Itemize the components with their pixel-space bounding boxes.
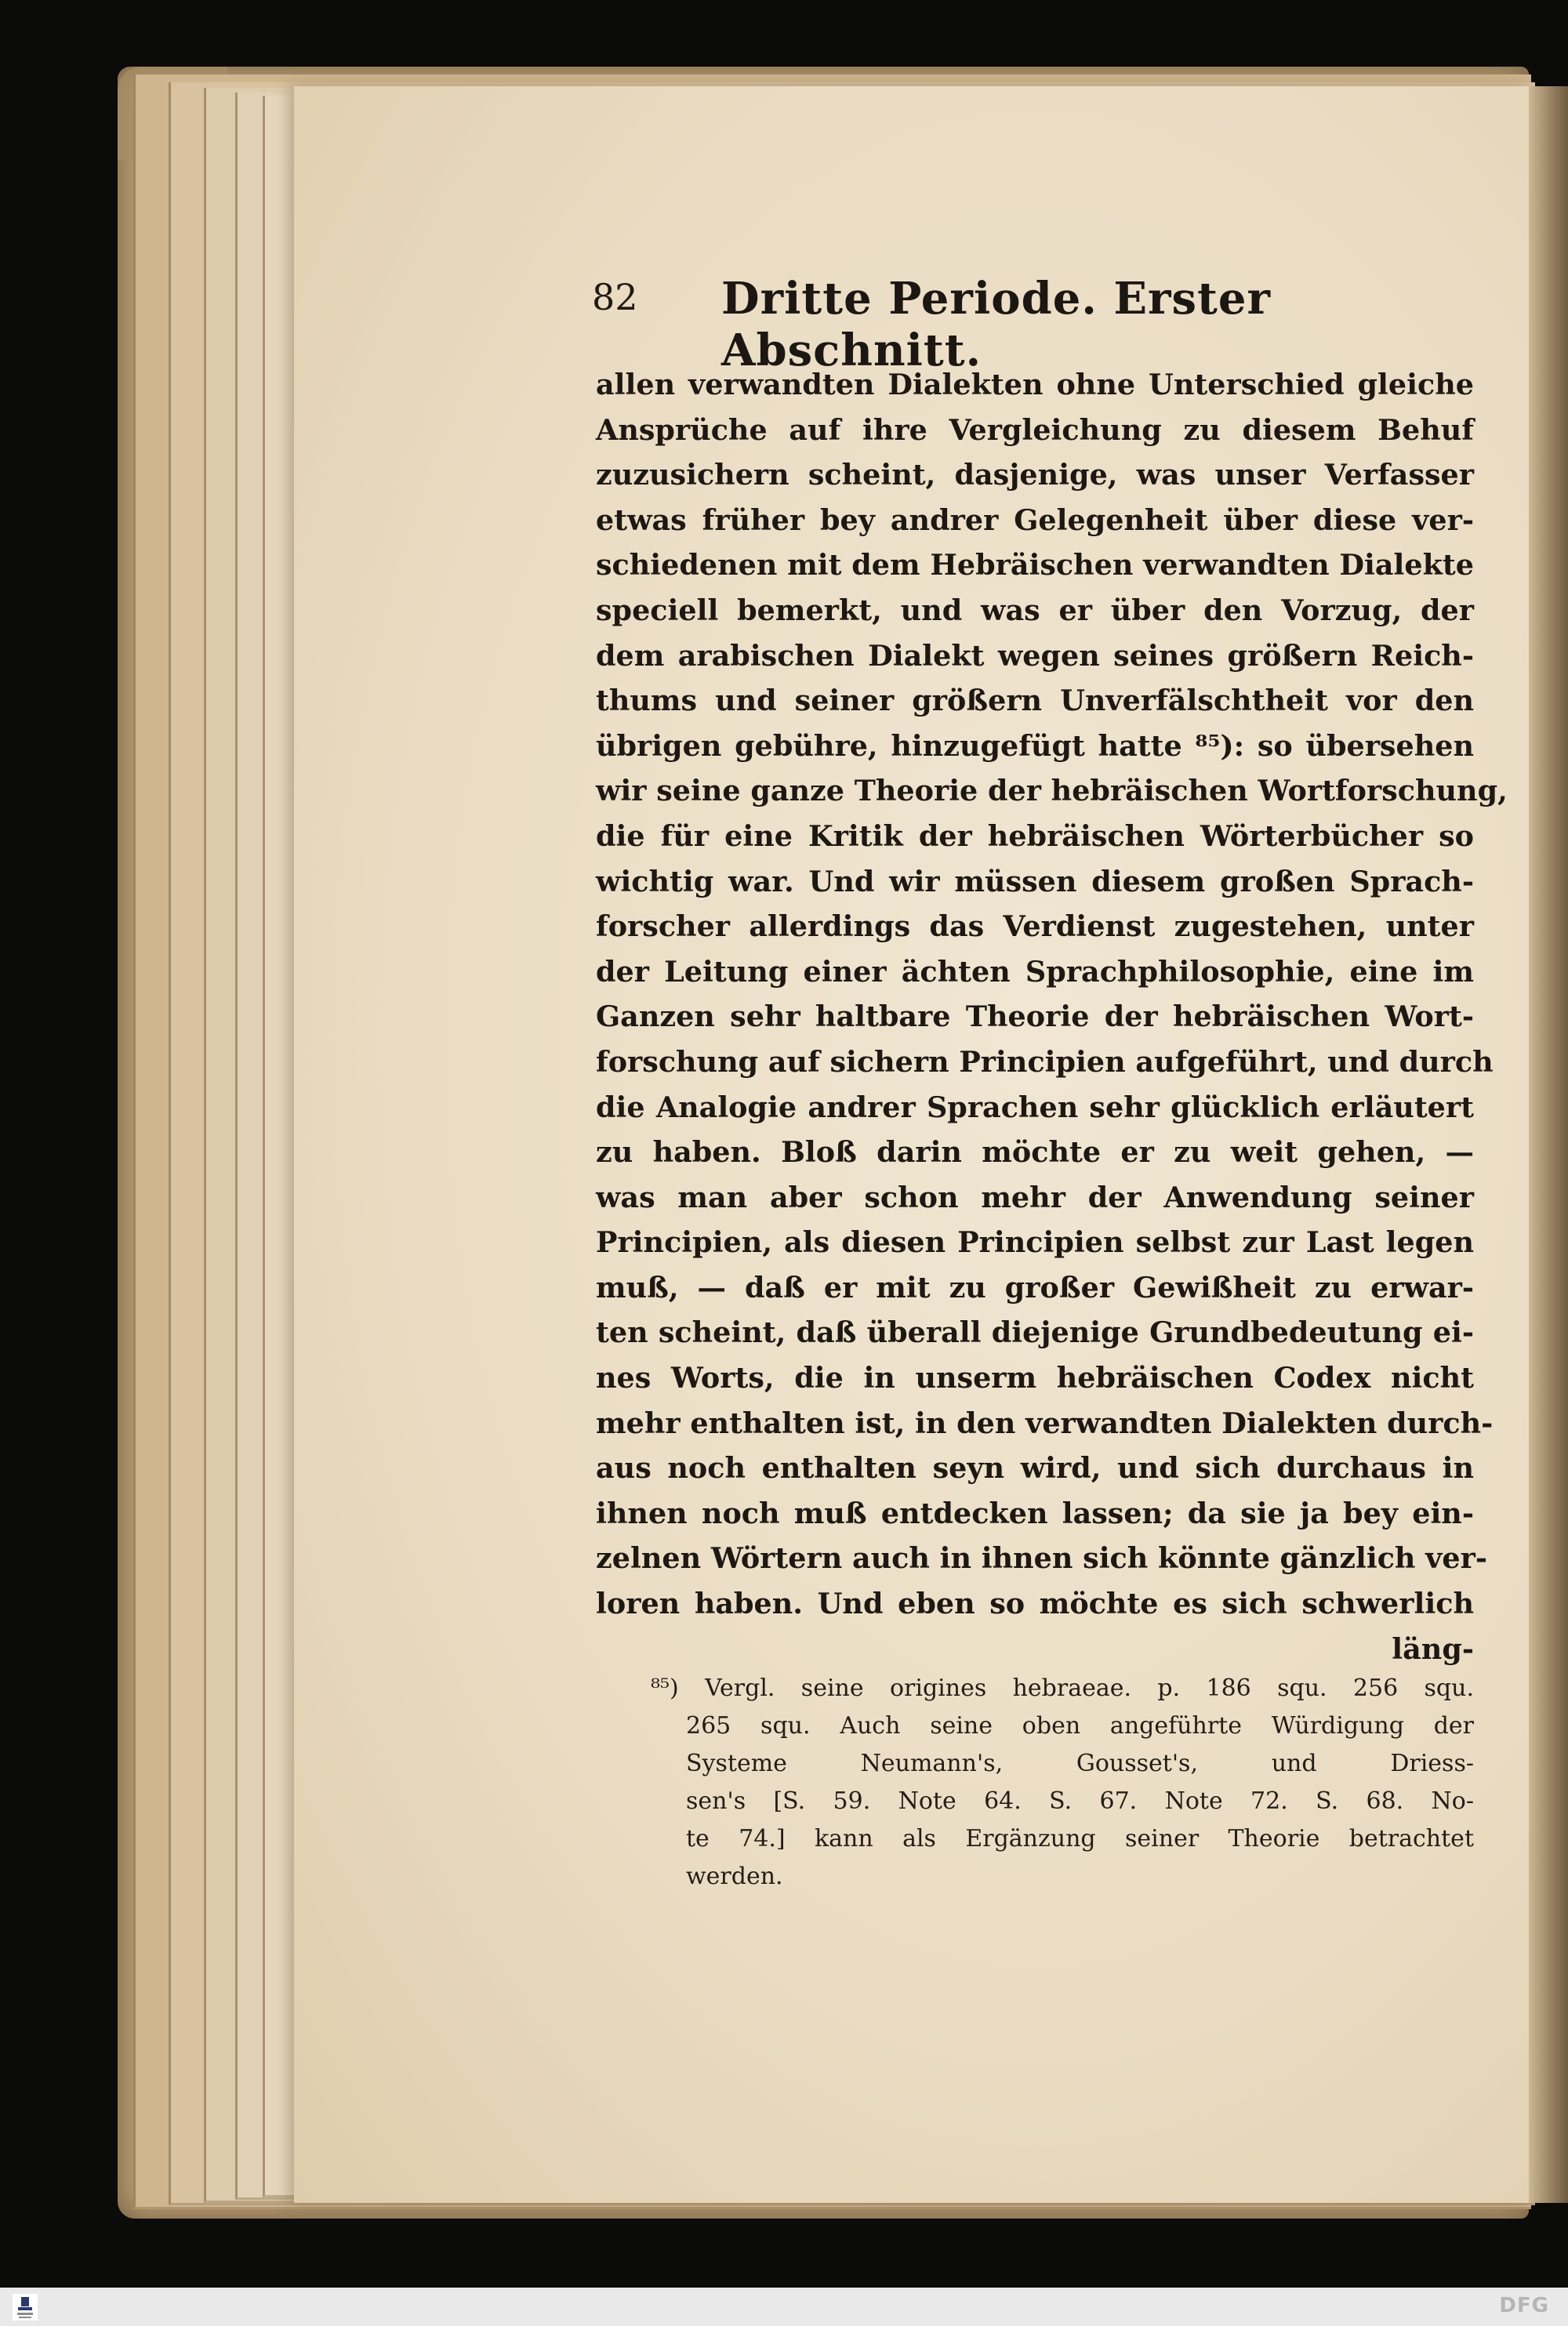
text-line: die für eine Kritik der hebräischen Wörterbücher so [596,818,1474,853]
text-line: was man aber schon mehr der Anwendung seiner [596,1180,1474,1214]
text-line: aus noch enthalten seyn wird, und sich durchaus in [596,1451,1474,1486]
running-title: Dritte Periode. Erster Abschnitt. [721,273,1272,376]
text-line: ten scheint, daß überall diejenige Grundbedeutung ei- [596,1315,1474,1350]
text-line: forschung auf sichern Principien aufgeführt, und durch [596,1044,1494,1079]
text-line: Ganzen sehr haltbare Theorie der hebräischen Wort- [596,1000,1474,1034]
main-text-block [596,362,1508,1671]
viewer-footer-bar [0,2288,1568,2326]
text-line: zelnen Wörtern auch in ihnen sich könnte gänzlich ver- [596,1541,1487,1576]
text-line: zuzusichern scheint, dasjenige, was unser Verfasser [596,458,1474,492]
text-line: thums und seiner größern Unverfälschtheit vor den [596,684,1474,718]
text-line: etwas früher bey andrer Gelegenheit über diese ver- [596,503,1474,537]
footnote-line: Systeme Neumann's, Gousset's, und Driess- [686,1750,1474,1777]
footnote-line: ⁸⁵) Vergl. seine origines hebraeae. p. 186 squ. 256 squ. [651,1675,1474,1702]
text-line: übrigen gebühre, hinzugefügt hatte ⁸⁵): so übersehen [596,728,1474,763]
footnote-line: 265 squ. Auch seine oben angeführte Würdigung der [686,1712,1474,1740]
text-line: forscher allerdings das Verdienst zugestehen, unter [596,909,1474,944]
page-number: 82 [592,276,638,318]
text-line: nes Worts, die in unserm hebräischen Codex nicht [596,1361,1474,1395]
text-line: die Analogie andrer Sprachen sehr glücklich erläutert [596,1090,1474,1124]
text-line: schiedenen mit dem Hebräischen verwandten Dialekte [596,548,1474,582]
text-line: Principien, als diesen Principien selbst zur Last legen [596,1225,1474,1260]
text-line: speciell bemerkt, und was er über den Vorzug, der [596,593,1474,627]
text-line: Ansprüche auf ihre Vergleichung zu diesem Behuf [596,412,1474,447]
footnote-line: sen's [S. 59. Note 64. S. 67. Note 72. S. 68. No- [686,1787,1474,1815]
dfg-brand-label: DFG [1499,2294,1549,2317]
catchword: läng- [1392,1631,1474,1666]
text-line: dem arabischen Dialekt wegen seines größern Reich- [596,638,1474,673]
footnote-line: werden. [686,1863,783,1890]
text-line: der Leitung einer ächten Sprachphilosophie, eine im [596,954,1474,989]
running-head [592,273,1462,376]
footnote-block [651,1670,1474,1896]
text-line: loren haben. Und eben so möchte es sich schwerlich [596,1587,1474,1621]
text-line: ihnen noch muß entdecken lassen; da sie ja bey ein- [596,1496,1474,1530]
text-line: wir seine ganze Theorie der hebräischen Wortforschung, [596,774,1508,808]
text-line: mehr enthalten ist, in den verwandten Dialekten durch- [596,1406,1494,1440]
library-logo-icon [11,2292,39,2322]
text-line: allen verwandten Dialekten ohne Unterschied gleiche [596,368,1474,401]
book-gutter [1529,86,1568,2203]
footnote-line: te 74.] kann als Ergänzung seiner Theorie betrachtet [686,1825,1474,1852]
text-line: muß, — daß er mit zu großer Gewißheit zu erwar- [596,1270,1474,1305]
text-line: wichtig war. Und wir müssen diesem großen Sprach- [596,864,1474,898]
text-line: zu haben. Bloß darin möchte er zu weit gehen, — [596,1135,1474,1170]
